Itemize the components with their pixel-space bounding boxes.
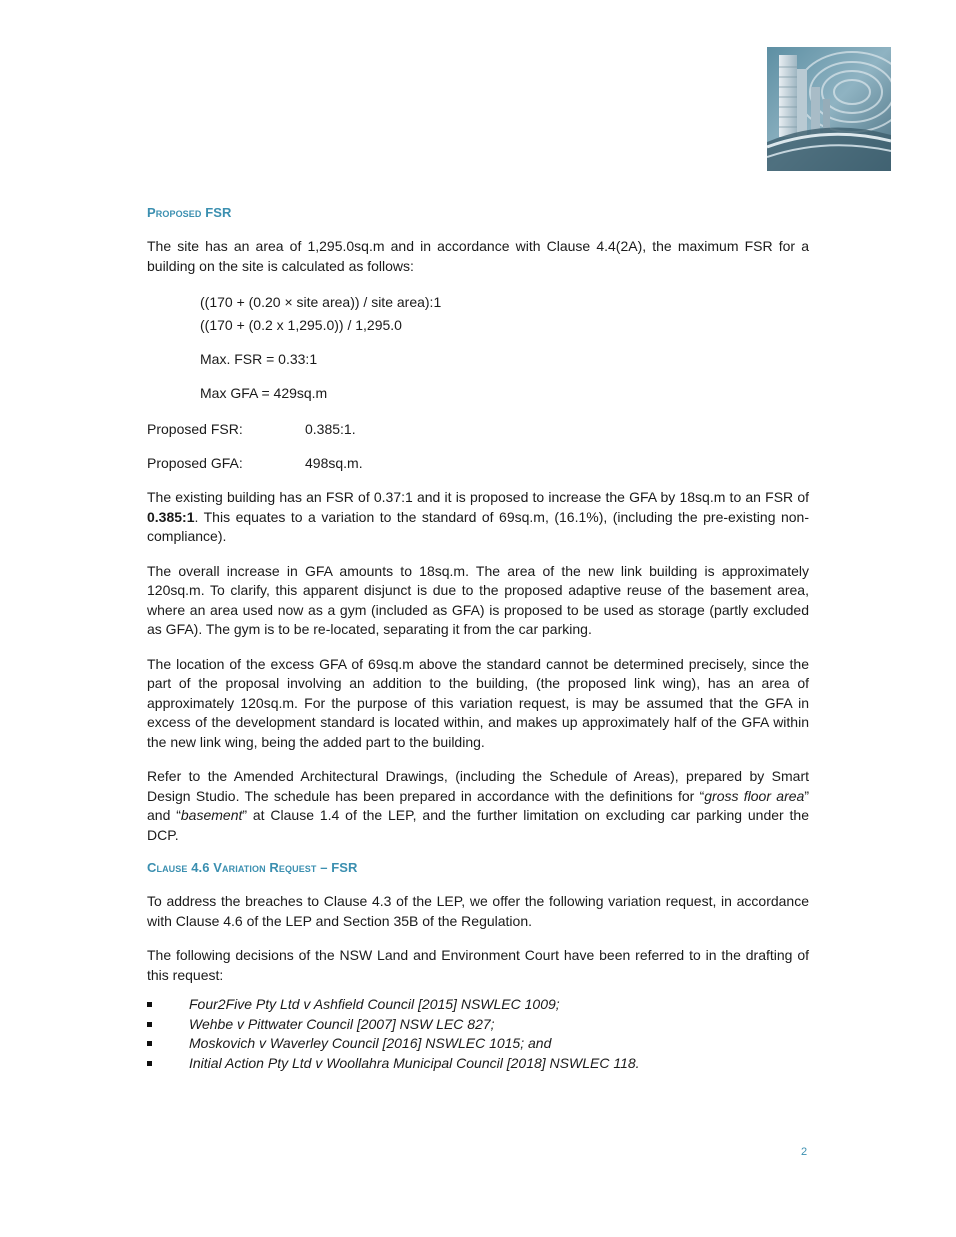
proposed-gfa-value: 498sq.m. (305, 455, 363, 471)
proposed-fsr-label: Proposed FSR: (147, 421, 243, 437)
para-text: ” at Clause 1.4 of the LEP, and the further limitation on excluding car parking under the DCP. (147, 807, 809, 843)
para-text: The existing building has an FSR of 0.37:1 and it is proposed to increase the GFA by 18sq.m to an FSR of (147, 489, 809, 505)
proposed-fsr-row (147, 420, 809, 439)
variation-intro-paragraph: To address the breaches to Clause 4.3 of the LEP, we offer the following variation request, in accordance with Clause 4.6 of the LEP and Section 35B of the Regulation. (147, 893, 809, 929)
building-logo-icon (767, 47, 891, 171)
fsr-calculation (200, 291, 809, 405)
section-heading-proposed-fsr: Proposed FSR (147, 205, 232, 220)
section-heading-variation-request: Clause 4.6 Variation Request – FSR (147, 860, 358, 875)
case-citation: Four2Five Pty Ltd v Ashfield Council [2015] NSWLEC 1009; (189, 996, 560, 1012)
max-gfa: Max GFA = 429sq.m (200, 385, 328, 401)
case-citation: Initial Action Pty Ltd v Woollahra Municipal Council [2018] NSWLEC 118. (189, 1054, 640, 1071)
list-item (147, 1054, 809, 1074)
max-fsr: Max. FSR = 0.33:1 (200, 351, 318, 367)
page-number: 2 (801, 1146, 808, 1158)
case-list (147, 995, 809, 1073)
proposed-gfa-label: Proposed GFA: (147, 455, 243, 471)
list-item (147, 1015, 809, 1035)
formula-line-2: ((170 + (0.2 x 1,295.0)) / 1,295.0 (200, 317, 402, 333)
formula-line-1: ((170 + (0.20 × site area)) / site area):1 (200, 294, 442, 310)
proposed-fsr-value: 0.385:1. (305, 421, 356, 437)
court-decisions-paragraph: The following decisions of the NSW Land and Environment Court have been referred to in the drafting of this request: (147, 947, 809, 983)
list-item (147, 995, 809, 1015)
para-text: ” and “ (147, 787, 809, 823)
site-area-intro: The site has an area of 1,295.0sq.m and in accordance with Clause 4.4(2A), the maximum FSR for a building on the site is calculated as follows: (147, 238, 809, 274)
para-text: Refer to the Amended Architectural Drawings, (including the Schedule of Areas), prepared by Smart Design Studio. The schedule has been prepared in accordance with the definitions for “ (147, 768, 809, 804)
para-italic-text: basement (180, 807, 243, 823)
bullet-icon (147, 1022, 152, 1027)
para-italic-text: gross floor area (704, 787, 805, 804)
bullet-icon (147, 1041, 152, 1046)
list-item (147, 1034, 809, 1054)
excess-gfa-paragraph: The location of the excess GFA of 69sq.m above the standard cannot be determined precisely, since the part of the proposal involving an addition to the building, (the proposed link wing), has an area of approximately 120sq.m. For the purpose of this variation request, is may be assumed that the GFA in excess of the development standard is located within, and makes up approximately half of the GFA within the new link wing, being the added part to the building. (147, 655, 809, 750)
para-bold-text: 0.385:1 (147, 508, 195, 525)
para-text: . This equates to a variation to the standard of 69sq.m, (16.1%), (including the pre-existing non-compliance). (147, 508, 809, 544)
case-citation: Moskovich v Waverley Council [2016] NSWLEC 1015; and (189, 1035, 552, 1051)
drawings-reference-paragraph (147, 767, 809, 845)
existing-fsr-paragraph (147, 488, 809, 547)
bullet-icon (147, 1002, 152, 1007)
bullet-icon (147, 1061, 152, 1066)
case-citation: Wehbe v Pittwater Council [2007] NSW LEC 827; (189, 1015, 495, 1032)
proposed-gfa-row (147, 454, 809, 473)
document-body (147, 205, 809, 1073)
gfa-increase-paragraph: The overall increase in GFA amounts to 18sq.m. The area of the new link building is approximately 120sq.m. To clarify, this apparent disjunct is due to the proposed adaptive reuse of the basement area, where an area used now as a gym (included as GFA) is proposed to be used as storage (partly excluded as GFA). The gym is to be re-located, separating it from the car parking. (147, 562, 809, 637)
